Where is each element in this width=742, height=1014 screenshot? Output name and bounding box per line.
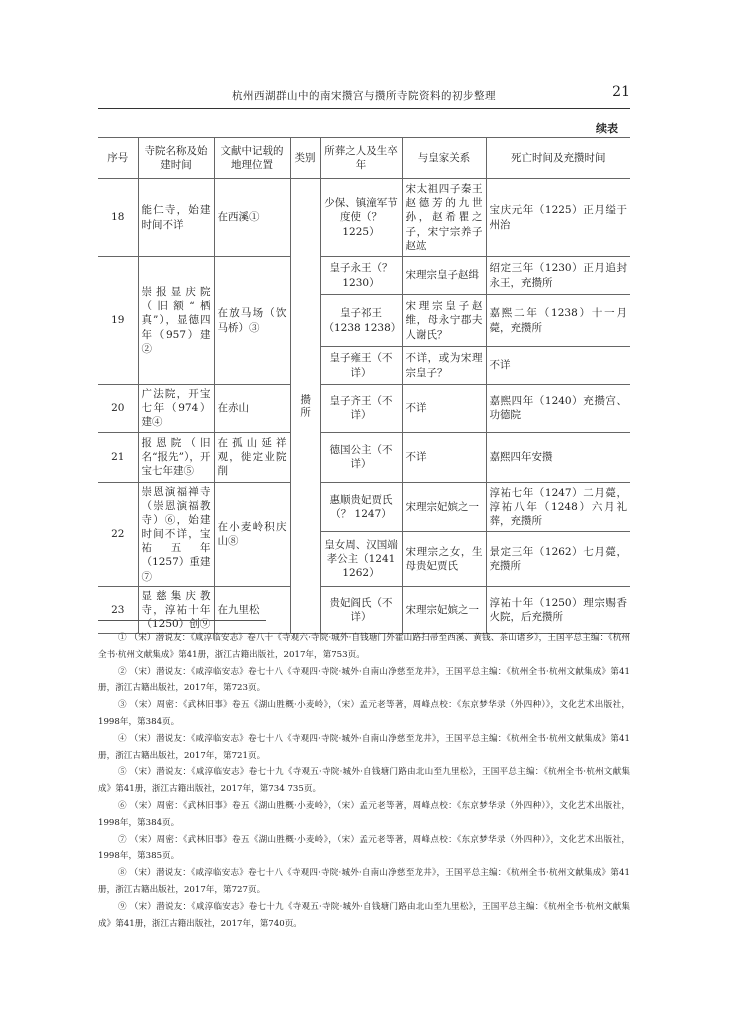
row-number: 20 [98, 385, 138, 433]
burial-time: 绍定三年（1230）正月追封永王，充攒所 [486, 257, 630, 295]
table-row [98, 179, 630, 257]
royal-relation: 宋理宗之女，生母贵妃贾氏 [402, 532, 486, 586]
temple-location: 在放马场（饮马桥）③ [214, 257, 290, 385]
column-header: 与皇家关系 [402, 138, 486, 179]
footnote: ① （宋）潜说友：《咸淳临安志》卷八十《寺观六·寺院·城外·自钱塘门外霍山路扫帚至西溪、黄钱、茶山诸乡》，王国平总主编：《杭州全书·杭州文献集成》第41册，浙江古籍出版社，2017年，第753页。 [98, 633, 630, 660]
category-cell [290, 179, 320, 634]
row-number: 18 [98, 179, 138, 257]
footnote-divider [98, 620, 266, 621]
royal-relation: 宋理宗皇子赵维，母永宁郡夫人谢氏？ [402, 295, 486, 347]
buried-person: 少保、镇潼军节度使（？ 1225） [320, 179, 402, 257]
buried-person: 贵妃阎氏（不详） [320, 586, 402, 634]
column-header: 类别 [290, 138, 320, 179]
column-header: 寺院名称及始建时间 [138, 138, 214, 179]
burial-time: 淳祐十年（1250）理宗赐香火院，后充攒所 [486, 586, 630, 634]
table-header-row [98, 138, 630, 179]
burial-time: 嘉熙二年（1238）十一月薨，充攒所 [486, 295, 630, 347]
temple-name: 报恩院（旧名“报先”），开宝七年建⑤ [138, 432, 214, 482]
footnote: ⑧ （宋）潜说友：《咸淳临安志》卷七十八《寺观四·寺院·城外·自南山净慈至龙井》，王国平总主编：《杭州全书·杭州文献集成》第41册，浙江古籍出版社，2017年，第727页。 [98, 868, 630, 895]
temple-location: 在西溪① [214, 179, 290, 257]
table-row [98, 586, 630, 634]
table-row [98, 385, 630, 433]
royal-relation: 不详 [402, 385, 486, 433]
column-header: 所葬之人及生卒年 [320, 138, 402, 179]
row-number: 22 [98, 482, 138, 586]
burial-time: 景定三年（1262）七月薨，充攒所 [486, 532, 630, 586]
burial-time: 嘉熙四年安攒 [486, 432, 630, 482]
footnote: ⑨ （宋）潜说友：《咸淳临安志》卷七十九《寺观五·寺院·城外·自钱塘门路由北山至九里松》，王国平总主编：《杭州全书·杭州文献集成》第41册，浙江古籍出版社，2017年，第740页。 [98, 901, 630, 929]
running-header [98, 86, 630, 109]
temple-location: 在赤山 [214, 385, 290, 433]
royal-relation: 宋太祖四子秦王赵德芳的九世孙，赵希瞿之子，宋宁宗养子赵竑 [402, 179, 486, 257]
royal-relation: 宋理宗妃嫔之一 [402, 586, 486, 634]
temple-table [98, 137, 630, 634]
temple-name: 崇报显庆院（旧额“栖真”），显德四年（957）建② [138, 257, 214, 385]
buried-person: 皇子齐王（不详） [320, 385, 402, 433]
burial-time: 淳祐七年（1247）二月薨，淳祐八年（1248）六月礼葬，充攒所 [486, 482, 630, 532]
buried-person: 德国公主（不详） [320, 432, 402, 482]
table-row [98, 257, 630, 295]
column-header: 序号 [98, 138, 138, 179]
royal-relation: 不详 [402, 432, 486, 482]
footnotes [98, 630, 630, 932]
continued-label: 续表 [596, 122, 618, 135]
page-number: 21 [612, 84, 630, 100]
buried-person: 皇女周、汉国端孝公主（1241 1262） [320, 532, 402, 586]
temple-name: 能仁寺，始建时间不详 [138, 179, 214, 257]
running-title: 杭州西湖群山中的南宋攒宫与攒所寺院资料的初步整理 [232, 90, 496, 102]
burial-time: 不详 [486, 347, 630, 385]
buried-person: 惠顺贵妃贾氏（？ 1247） [320, 482, 402, 532]
temple-location: 在孤山延祥观，徙定业院削 [214, 432, 290, 482]
table-row [98, 482, 630, 532]
footnote: ② （宋）潜说友：《咸淳临安志》卷七十八《寺观四·寺院·城外·自南山净慈至龙井》，王国平总主编：《杭州全书·杭州文献集成》第41册，浙江古籍出版社，2017年，第723页。 [98, 666, 630, 694]
row-number: 21 [98, 432, 138, 482]
royal-relation: 宋理宗皇子赵缉 [402, 257, 486, 295]
footnote: ⑦ （宋）周密：《武林旧事》卷五《湖山胜概·小麦岭》，（宋）孟元老等著，周峰点校：《东京梦华录（外四种）》，文化艺术出版社，1998年，第385页。 [98, 834, 630, 862]
temple-name: 显慈集庆教寺，淳祐十年（1250）创⑨ [138, 586, 214, 634]
footnote: ⑤ （宋）潜说友：《咸淳临安志》卷七十九《寺观五·寺院·城外·自钱塘门路由北山至九里松》，王国平总主编：《杭州全书·杭州文献集成》第41册，浙江古籍出版社，2017年，第734 735页。 [98, 767, 630, 795]
footnote: ③ （宋）周密：《武林旧事》卷五《湖山胜概·小麦岭》，（宋）孟元老等著，周峰点校：《东京梦华录（外四种）》，文化艺术出版社，1998年，第384页。 [98, 700, 630, 727]
column-header: 死亡时间及充攒时间 [486, 138, 630, 179]
buried-person: 皇子永王（？ 1230） [320, 257, 402, 295]
royal-relation: 宋理宗妃嫔之一 [402, 482, 486, 532]
temple-name: 崇恩演福禅寺（崇恩演福教寺）⑥，始建时间不详，宝祐五年（1257）重建⑦ [138, 482, 214, 586]
category-label: 攒所 [299, 393, 312, 419]
row-number: 23 [98, 586, 138, 634]
footnote: ④ （宋）潜说友：《咸淳临安志》卷七十八《寺观四·寺院·城外·自南山净慈至龙井》，王国平总主编：《杭州全书·杭州文献集成》第41册，浙江古籍出版社，2017年，第721页。 [98, 733, 630, 761]
royal-relation: 不详，或为宋理宗皇子？ [402, 347, 486, 385]
temple-location: 在小麦岭积庆山⑧ [214, 482, 290, 586]
buried-person: 皇子祁王（1238 1238） [320, 295, 402, 347]
buried-person: 皇子雍王（不详） [320, 347, 402, 385]
column-header: 文献中记载的地理位置 [214, 138, 290, 179]
burial-time: 嘉熙四年（1240）充攒宫、功德院 [486, 385, 630, 433]
table-row [98, 432, 630, 482]
row-number: 19 [98, 257, 138, 385]
burial-time: 宝庆元年（1225）正月缢于州治 [486, 179, 630, 257]
footnote: ⑥ （宋）周密：《武林旧事》卷五《湖山胜概·小麦岭》，（宋）孟元老等著，周峰点校：《东京梦华录（外四种）》，文化艺术出版社，1998年，第384页。 [98, 800, 630, 828]
temple-name: 广法院，开宝七年（974）建④ [138, 385, 214, 433]
temple-location: 在九里松 [214, 586, 290, 634]
